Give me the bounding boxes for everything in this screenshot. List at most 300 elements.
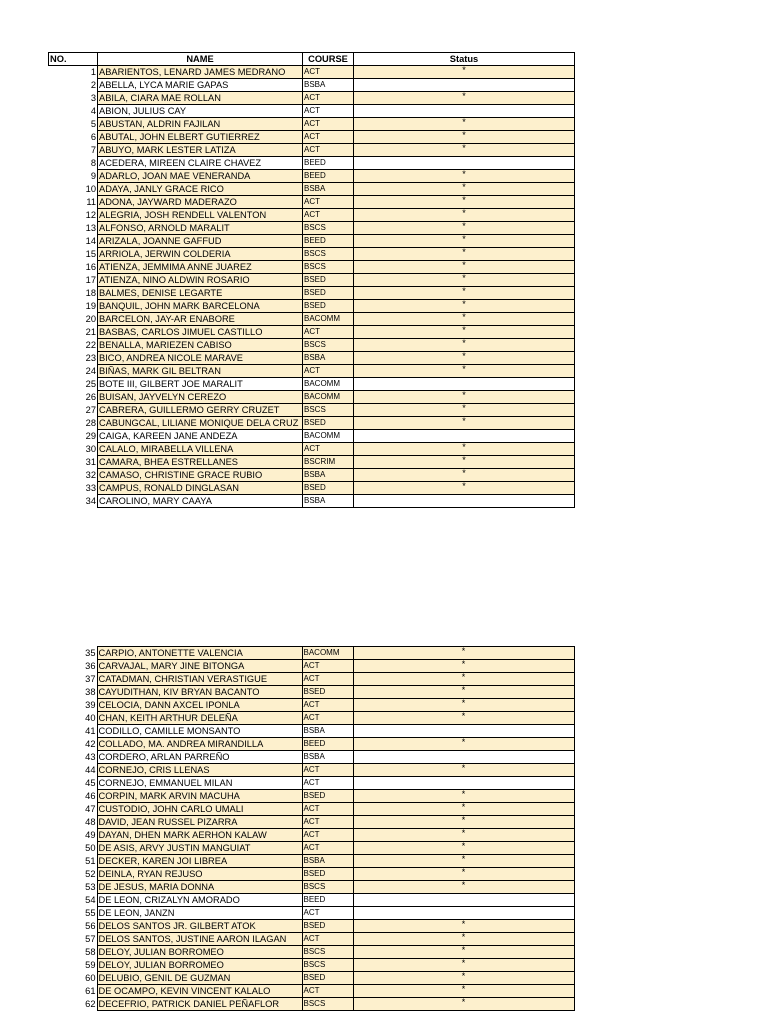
table-row [48, 816, 574, 829]
row-number: 55 [48, 907, 97, 920]
status-mark [353, 751, 574, 764]
course-code: BSCS [302, 881, 353, 894]
table-row [48, 712, 574, 725]
row-number: 18 [49, 287, 98, 300]
row-number: 27 [49, 404, 98, 417]
student-name: DELOS SANTOS, JUSTINE AARON ILAGAN [97, 933, 302, 946]
table-row [49, 196, 575, 209]
status-mark [354, 79, 575, 92]
table-row [49, 79, 575, 92]
student-name: DE LEON, JANZN [97, 907, 302, 920]
student-name: DEINLA, RYAN REJUSO [97, 868, 302, 881]
row-number: 33 [49, 482, 98, 495]
status-mark: * [354, 391, 575, 404]
student-name: CAMPUS, RONALD DINGLASAN [98, 482, 303, 495]
course-code: BSBA [303, 495, 354, 508]
student-name: ABION, JULIUS CAY [98, 105, 303, 118]
row-number: 35 [48, 647, 97, 660]
course-code: ACT [303, 144, 354, 157]
row-number: 15 [49, 248, 98, 261]
student-name: CATADMAN, CHRISTIAN VERASTIGUE [97, 673, 302, 686]
row-number: 50 [48, 842, 97, 855]
course-code: BEED [303, 235, 354, 248]
row-number: 10 [49, 183, 98, 196]
status-mark: * [354, 222, 575, 235]
row-number: 47 [48, 803, 97, 816]
course-code: BACOMM [303, 430, 354, 443]
student-name: DAVID, JEAN RUSSEL PIZARRA [97, 816, 302, 829]
row-number: 7 [49, 144, 98, 157]
course-code: ACT [302, 712, 353, 725]
course-code: ACT [303, 209, 354, 222]
course-code: BSED [303, 287, 354, 300]
table-row [49, 313, 575, 326]
table-row [49, 365, 575, 378]
table-row [49, 209, 575, 222]
table-row [49, 118, 575, 131]
status-mark: * [354, 261, 575, 274]
table-row [49, 261, 575, 274]
status-mark [354, 378, 575, 391]
student-name: CAMASO, CHRISTINE GRACE RUBIO [98, 469, 303, 482]
student-name: DE ASIS, ARVY JUSTIN MANGUIAT [97, 842, 302, 855]
course-code: BACOMM [303, 378, 354, 391]
course-code: BSBA [303, 352, 354, 365]
table-row [49, 300, 575, 313]
student-name: DE LEON, CRIZALYN AMORADO [97, 894, 302, 907]
course-code: BSCS [303, 261, 354, 274]
status-mark: * [353, 816, 574, 829]
row-number: 16 [49, 261, 98, 274]
status-mark: * [353, 933, 574, 946]
table-row [48, 738, 574, 751]
table-row [48, 842, 574, 855]
student-name: CORDERO, ARLAN PARREÑO [97, 751, 302, 764]
table-row [48, 894, 574, 907]
row-number: 34 [49, 495, 98, 508]
course-code: BSCS [302, 959, 353, 972]
status-mark: * [354, 469, 575, 482]
status-mark: * [354, 404, 575, 417]
status-mark: * [353, 868, 574, 881]
status-mark: * [354, 287, 575, 300]
student-name: CABUNGCAL, LILIANE MONIQUE DELA CRUZ [98, 417, 303, 430]
table-row [48, 777, 574, 790]
row-number: 1 [49, 66, 98, 79]
row-number: 8 [49, 157, 98, 170]
table-row [48, 647, 574, 660]
course-code: BSBA [303, 79, 354, 92]
student-name: BENALLA, MARIEZEN CABISO [98, 339, 303, 352]
row-number: 36 [48, 660, 97, 673]
table-row [48, 790, 574, 803]
course-code: ACT [302, 907, 353, 920]
course-code: ACT [302, 933, 353, 946]
table-row [48, 881, 574, 894]
status-mark: * [353, 998, 574, 1011]
student-name: BUISAN, JAYVELYN CEREZO [98, 391, 303, 404]
status-mark: * [354, 417, 575, 430]
table-row [48, 933, 574, 946]
student-name: CODILLO, CAMILLE MONSANTO [97, 725, 302, 738]
table-row [49, 417, 575, 430]
status-mark: * [353, 855, 574, 868]
course-code: BACOMM [302, 647, 353, 660]
table-row [49, 144, 575, 157]
row-number: 28 [49, 417, 98, 430]
table-row [49, 248, 575, 261]
row-number: 45 [48, 777, 97, 790]
student-name: DELOS SANTOS JR. GILBERT ATOK [97, 920, 302, 933]
course-code: BSBA [302, 751, 353, 764]
student-name: BANQUIL, JOHN MARK BARCELONA [98, 300, 303, 313]
table-row [49, 430, 575, 443]
row-number: 23 [49, 352, 98, 365]
student-name: ABUYO, MARK LESTER LATIZA [98, 144, 303, 157]
row-number: 37 [48, 673, 97, 686]
row-number: 60 [48, 972, 97, 985]
course-code: ACT [303, 365, 354, 378]
row-number: 61 [48, 985, 97, 998]
student-name: ABUTAL, JOHN ELBERT GUTIERREZ [98, 131, 303, 144]
status-mark: * [353, 647, 574, 660]
header-status: Status [354, 53, 575, 66]
status-mark: * [354, 183, 575, 196]
row-number: 25 [49, 378, 98, 391]
course-code: BSBA [303, 183, 354, 196]
status-mark: * [353, 660, 574, 673]
status-mark [353, 907, 574, 920]
course-code: BSED [303, 300, 354, 313]
table-row [48, 751, 574, 764]
table-row [49, 326, 575, 339]
row-number: 32 [49, 469, 98, 482]
row-number: 9 [49, 170, 98, 183]
table-row [48, 673, 574, 686]
student-name: ABELLA, LYCA MARIE GAPAS [98, 79, 303, 92]
course-code: BSBA [302, 725, 353, 738]
status-mark: * [353, 790, 574, 803]
course-code: BSBA [302, 855, 353, 868]
table-row [48, 985, 574, 998]
course-code: ACT [302, 764, 353, 777]
table-row [49, 235, 575, 248]
table-row [49, 378, 575, 391]
table-row [48, 699, 574, 712]
student-name: CORNEJO, CRIS LLENAS [97, 764, 302, 777]
table-row [49, 274, 575, 287]
student-name: CAIGA, KAREEN JANE ANDEZA [98, 430, 303, 443]
row-number: 22 [49, 339, 98, 352]
student-name: ALEGRIA, JOSH RENDELL VALENTON [98, 209, 303, 222]
student-name: ALFONSO, ARNOLD MARALIT [98, 222, 303, 235]
row-number: 54 [48, 894, 97, 907]
status-mark: * [354, 66, 575, 79]
status-mark: * [353, 673, 574, 686]
student-name: CARPIO, ANTONETTE VALENCIA [97, 647, 302, 660]
student-name: ABARIENTOS, LENARD JAMES MEDRANO [98, 66, 303, 79]
row-number: 53 [48, 881, 97, 894]
course-code: ACT [303, 443, 354, 456]
student-name: DECEFRIO, PATRICK DANIEL PEÑAFLOR [97, 998, 302, 1011]
table-row [49, 131, 575, 144]
table-row [49, 482, 575, 495]
row-number: 4 [49, 105, 98, 118]
course-code: BEED [303, 170, 354, 183]
row-number: 57 [48, 933, 97, 946]
row-number: 17 [49, 274, 98, 287]
status-mark: * [353, 712, 574, 725]
student-name: DE OCAMPO, KEVIN VINCENT KALALO [97, 985, 302, 998]
student-name: BALMES, DENISE LEGARTE [98, 287, 303, 300]
row-number: 56 [48, 920, 97, 933]
student-table-part2 [48, 646, 575, 1011]
course-code: BSCS [302, 998, 353, 1011]
course-code: ACT [302, 829, 353, 842]
table-row [49, 105, 575, 118]
course-code: ACT [303, 196, 354, 209]
course-code: BSCRIM [303, 456, 354, 469]
status-mark: * [353, 881, 574, 894]
student-name: CELOCIA, DANN AXCEL IPONLA [97, 699, 302, 712]
table-row [49, 352, 575, 365]
student-name: DAYAN, DHEN MARK AERHON KALAW [97, 829, 302, 842]
student-name: CABRERA, GUILLERMO GERRY CRUZET [98, 404, 303, 417]
status-mark: * [354, 326, 575, 339]
status-mark: * [354, 365, 575, 378]
table-row [49, 456, 575, 469]
course-code: BSCS [302, 946, 353, 959]
status-mark: * [353, 946, 574, 959]
row-number: 30 [49, 443, 98, 456]
status-mark: * [354, 92, 575, 105]
course-code: BSCS [303, 404, 354, 417]
status-mark: * [353, 829, 574, 842]
status-mark: * [353, 959, 574, 972]
status-mark: * [354, 131, 575, 144]
status-mark: * [354, 235, 575, 248]
table-row [48, 998, 574, 1011]
row-number: 48 [48, 816, 97, 829]
student-name: BASBAS, CARLOS JIMUEL CASTILLO [98, 326, 303, 339]
table-row [49, 170, 575, 183]
table-row [48, 907, 574, 920]
status-mark [354, 430, 575, 443]
status-mark: * [353, 985, 574, 998]
row-number: 39 [48, 699, 97, 712]
status-mark: * [353, 803, 574, 816]
course-code: BSCS [303, 222, 354, 235]
status-mark: * [354, 118, 575, 131]
table-row [48, 725, 574, 738]
student-name: COLLADO, MA. ANDREA MIRANDILLA [97, 738, 302, 751]
table-row [48, 946, 574, 959]
row-number: 3 [49, 92, 98, 105]
student-name: CAYUDITHAN, KIV BRYAN BACANTO [97, 686, 302, 699]
row-number: 46 [48, 790, 97, 803]
row-number: 41 [48, 725, 97, 738]
row-number: 20 [49, 313, 98, 326]
header-row [49, 53, 575, 66]
table-row [49, 287, 575, 300]
student-name: CAROLINO, MARY CAAYA [98, 495, 303, 508]
status-mark: * [354, 170, 575, 183]
course-code: ACT [302, 673, 353, 686]
row-number: 13 [49, 222, 98, 235]
status-mark [354, 157, 575, 170]
table-row [48, 959, 574, 972]
student-name: ARRIOLA, JERWIN COLDERIA [98, 248, 303, 261]
header-course: COURSE [303, 53, 354, 66]
course-code: BEED [302, 894, 353, 907]
status-mark: * [353, 842, 574, 855]
row-number: 19 [49, 300, 98, 313]
status-mark: * [354, 274, 575, 287]
row-number: 62 [48, 998, 97, 1011]
student-name: ADARLO, JOAN MAE VENERANDA [98, 170, 303, 183]
row-number: 49 [48, 829, 97, 842]
status-mark: * [354, 209, 575, 222]
course-code: BSED [302, 972, 353, 985]
row-number: 2 [49, 79, 98, 92]
table-row [48, 686, 574, 699]
status-mark: * [353, 738, 574, 751]
status-mark: * [354, 443, 575, 456]
row-number: 59 [48, 959, 97, 972]
status-mark: * [354, 144, 575, 157]
course-code: ACT [302, 777, 353, 790]
student-name: DECKER, KAREN JOI LIBREA [97, 855, 302, 868]
row-number: 6 [49, 131, 98, 144]
table-row [49, 495, 575, 508]
row-number: 40 [48, 712, 97, 725]
table-row [49, 443, 575, 456]
status-mark [353, 777, 574, 790]
row-number: 42 [48, 738, 97, 751]
student-name: CORNEJO, EMMANUEL MILAN [97, 777, 302, 790]
course-code: BACOMM [303, 391, 354, 404]
row-number: 14 [49, 235, 98, 248]
row-number: 31 [49, 456, 98, 469]
student-name: BICO, ANDREA NICOLE MARAVE [98, 352, 303, 365]
student-name: CAMARA, BHEA ESTRELLANES [98, 456, 303, 469]
course-code: BSED [303, 274, 354, 287]
course-code: ACT [303, 118, 354, 131]
status-mark: * [353, 699, 574, 712]
student-name: ARIZALA, JOANNE GAFFUD [98, 235, 303, 248]
table-row [48, 764, 574, 777]
status-mark: * [354, 248, 575, 261]
table-row [48, 855, 574, 868]
table-row [48, 972, 574, 985]
table-row [49, 391, 575, 404]
row-number: 26 [49, 391, 98, 404]
status-mark: * [353, 920, 574, 933]
course-code: BACOMM [303, 313, 354, 326]
status-mark: * [354, 339, 575, 352]
table-row [49, 183, 575, 196]
table-row [48, 829, 574, 842]
row-number: 12 [49, 209, 98, 222]
table-row [49, 92, 575, 105]
status-mark [353, 894, 574, 907]
status-mark: * [354, 456, 575, 469]
row-number: 43 [48, 751, 97, 764]
status-mark: * [354, 313, 575, 326]
student-name: DELOY, JULIAN BORROMEO [97, 946, 302, 959]
course-code: ACT [302, 803, 353, 816]
course-code: ACT [303, 131, 354, 144]
row-number: 24 [49, 365, 98, 378]
student-name: DELOY, JULIAN BORROMEO [97, 959, 302, 972]
course-code: ACT [303, 105, 354, 118]
header-no: NO. [49, 53, 98, 66]
course-code: BSED [303, 482, 354, 495]
student-name: BOTE III, GILBERT JOE MARALIT [98, 378, 303, 391]
student-name: DE JESUS, MARIA DONNA [97, 881, 302, 894]
student-name: CARVAJAL, MARY JINE BITONGA [97, 660, 302, 673]
table-row [49, 222, 575, 235]
student-name: CALALO, MIRABELLA VILLENA [98, 443, 303, 456]
student-name: ADAYA, JANLY GRACE RICO [98, 183, 303, 196]
course-code: ACT [303, 66, 354, 79]
student-name: CORPIN, MARK ARVIN MACUHA [97, 790, 302, 803]
course-code: BSED [302, 920, 353, 933]
row-number: 5 [49, 118, 98, 131]
student-name: CHAN, KEITH ARTHUR DELEÑA [97, 712, 302, 725]
row-number: 29 [49, 430, 98, 443]
status-mark: * [354, 352, 575, 365]
table-row [49, 157, 575, 170]
course-code: BSBA [303, 469, 354, 482]
course-code: BSED [303, 417, 354, 430]
student-name: BARCELON, JAY-AR ENABORE [98, 313, 303, 326]
status-mark [354, 495, 575, 508]
student-name: ATIENZA, JEMMIMA ANNE JUAREZ [98, 261, 303, 274]
student-name: CUSTODIO, JOHN CARLO UMALI [97, 803, 302, 816]
table-row [49, 469, 575, 482]
student-name: BIÑAS, MARK GIL BELTRAN [98, 365, 303, 378]
student-table-part1 [48, 52, 575, 508]
header-name: NAME [98, 53, 303, 66]
status-mark: * [354, 196, 575, 209]
table-row [48, 660, 574, 673]
table-row [48, 803, 574, 816]
course-code: ACT [303, 92, 354, 105]
course-code: BSED [302, 686, 353, 699]
course-code: ACT [302, 816, 353, 829]
course-code: ACT [302, 842, 353, 855]
course-code: BSCS [303, 339, 354, 352]
status-mark [354, 105, 575, 118]
course-code: ACT [302, 699, 353, 712]
status-mark: * [353, 972, 574, 985]
row-number: 44 [48, 764, 97, 777]
course-code: ACT [302, 660, 353, 673]
course-code: BEED [303, 157, 354, 170]
table-row [49, 66, 575, 79]
status-mark: * [353, 764, 574, 777]
student-name: ABUSTAN, ALDRIN FAJILAN [98, 118, 303, 131]
table-row [48, 920, 574, 933]
row-number: 11 [49, 196, 98, 209]
course-code: ACT [302, 985, 353, 998]
row-number: 58 [48, 946, 97, 959]
status-mark: * [354, 482, 575, 495]
status-mark [353, 725, 574, 738]
student-name: ACEDERA, MIREEN CLAIRE CHAVEZ [98, 157, 303, 170]
row-number: 52 [48, 868, 97, 881]
